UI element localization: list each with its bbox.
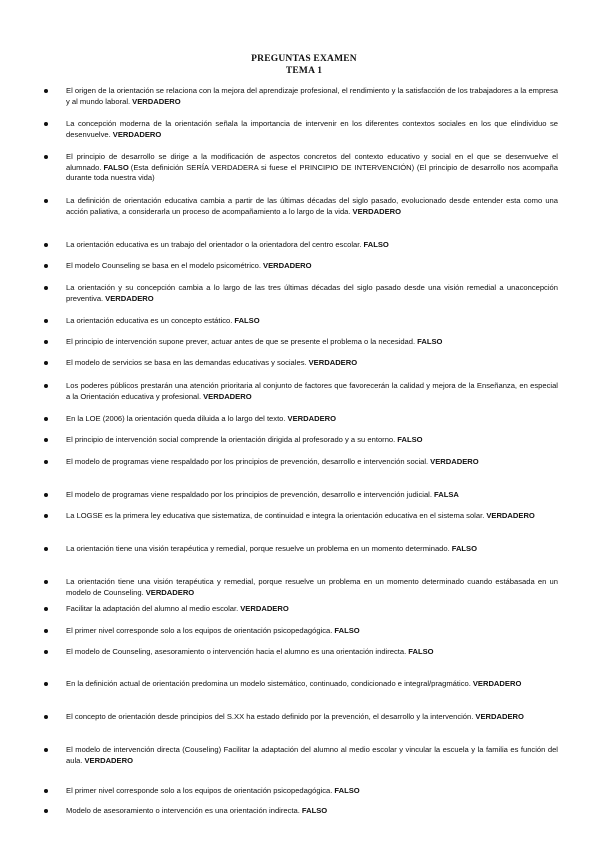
bullet-icon xyxy=(44,319,48,323)
question-text: El principio de intervención social comprende la orientación dirigida al profesorado y a su entorno. xyxy=(66,435,396,444)
question-item xyxy=(66,457,558,468)
question-item xyxy=(66,358,558,369)
question-item xyxy=(66,381,558,402)
bullet-icon xyxy=(44,789,48,793)
question-item xyxy=(66,712,558,723)
bullet-icon xyxy=(44,340,48,344)
question-answer: VERDADERO xyxy=(132,96,181,106)
question-answer: FALSO xyxy=(334,626,360,635)
title-line-1: PREGUNTAS EXAMEN xyxy=(251,54,357,64)
question-item xyxy=(66,261,558,272)
question-answer: VERDADERO xyxy=(203,391,252,401)
question-text: El principio de desarrollo se dirige a la modificación de aspectos concretos del contexto educativo y social en el que se desenvuelve el alumnado. xyxy=(66,152,558,172)
question-text: La orientación educativa es un trabajo del orientador o la orientadora del centro escolar. xyxy=(66,240,362,249)
question-text: En la definición actual de orientación predomina un modelo sistemático, continuado, condicionado e integral/pragmático. xyxy=(66,679,471,688)
bullet-icon xyxy=(44,493,48,497)
bullet-icon xyxy=(44,682,48,686)
bullet-icon xyxy=(44,438,48,442)
question-answer: FALSO xyxy=(301,806,328,815)
question-item xyxy=(66,604,558,615)
question-answer: VERDADERO xyxy=(112,129,162,139)
question-answer: VERDADERO xyxy=(475,712,524,721)
question-answer: FALSO xyxy=(417,337,443,346)
question-item xyxy=(66,786,558,797)
question-answer: VERDADERO xyxy=(430,457,479,466)
question-text: En la LOE (2006) la orientación queda diluida a lo largo del texto. xyxy=(66,414,286,423)
question-item xyxy=(66,196,558,217)
question-answer: VERDADERO xyxy=(486,511,535,520)
question-item xyxy=(66,544,558,555)
question-item xyxy=(66,414,558,425)
question-item xyxy=(66,647,558,658)
question-text: El principio de intervención supone prever, actuar antes de que se presente el problema o la necesidad. xyxy=(66,337,416,346)
question-answer: FALSO xyxy=(363,240,389,249)
question-text: El primer nivel corresponde solo a los equipos de orientación psicopedagógica. xyxy=(66,786,333,795)
bullet-icon xyxy=(44,122,48,126)
question-text: El modelo de servicios se basa en las demandas educativas y sociales. xyxy=(66,358,307,367)
question-answer: VERDADERO xyxy=(263,261,312,270)
question-note: (Esta definición SERÍA VERDADERA si fuese el PRINCIPIO DE INTERVENCIÓN) (El principio de desarrollo nos acompaña durante toda nuestra vida) xyxy=(66,162,558,183)
bullet-icon xyxy=(44,460,48,464)
question-answer: FALSO xyxy=(234,316,260,325)
question-text: Los poderes públicos prestarán una atención prioritaria al conjunto de factores que favorecerán la calidad y mejora de la Enseñanza, en especial a la Orientación educativa y profesional. xyxy=(66,381,558,401)
question-answer: FALSA xyxy=(433,490,459,499)
question-item xyxy=(66,152,558,184)
question-answer: FALSO xyxy=(397,435,423,444)
question-text: Facilitar la adaptación del alumno al medio escolar. xyxy=(66,604,239,613)
question-answer: VERDADERO xyxy=(240,604,289,613)
question-text: El modelo de programas viene respaldado por los principios de prevención, desarrollo e intervención judicial. xyxy=(66,490,432,499)
question-text: La orientación educativa es un concepto estático. xyxy=(66,316,233,325)
question-text: La definición de orientación educativa cambia a partir de las últimas décadas del siglo pasado, evolucionado desde entender esta como una acción paliativa, a considerarla un proceso de acompañamiento a lo largo de la vida. xyxy=(66,196,558,216)
bullet-icon xyxy=(44,199,48,203)
question-text: La concepción moderna de la orientación señala la importancia de intervenir en los diferentes contextos sociales en los que elindividuo se desenvuelve. xyxy=(66,119,558,139)
question-item xyxy=(66,511,558,522)
question-text: El primer nivel corresponde solo a los equipos de orientación psicopedagógica. xyxy=(66,626,333,635)
question-answer: VERDADERO xyxy=(352,206,402,216)
question-text: El concepto de orientación desde principios del S.XX ha estado definido por la prevención, el desarrollo y la intervención. xyxy=(66,712,474,721)
question-item xyxy=(66,745,558,766)
question-text: El modelo de Counseling, asesoramiento o intervención hacia el alumno es una orientación indirecta. xyxy=(66,647,407,656)
question-answer: VERDADERO xyxy=(84,755,133,765)
question-item xyxy=(66,577,558,598)
question-text: La orientación tiene una visión terapéutica y remedial, porque resuelve un problema en un momento determinado cuando estábasada en un modelo de Counseling. xyxy=(66,577,558,597)
question-item xyxy=(66,626,558,637)
question-text: El modelo Counseling se basa en el modelo psicométrico. xyxy=(66,261,262,270)
title-line-2: TEMA 1 xyxy=(285,66,323,76)
bullet-icon xyxy=(44,361,48,365)
question-text: La orientación tiene una visión terapéutica y remedial, porque resuelve un problema en un momento determinado. xyxy=(66,544,450,553)
question-answer: FALSO xyxy=(334,786,360,795)
question-item xyxy=(66,337,558,348)
question-answer: VERDADERO xyxy=(287,414,337,423)
bullet-icon xyxy=(44,417,48,421)
question-answer: FALSO xyxy=(408,647,434,656)
bullet-icon xyxy=(44,629,48,633)
bullet-icon xyxy=(44,264,48,268)
bullet-icon xyxy=(44,650,48,654)
question-answer: VERDADERO xyxy=(308,358,358,367)
question-item xyxy=(66,316,558,327)
question-answer: FALSO xyxy=(103,162,129,172)
bullet-icon xyxy=(44,243,48,247)
question-answer: VERDADERO xyxy=(105,293,154,303)
question-item xyxy=(66,240,558,251)
bullet-icon xyxy=(44,89,48,93)
question-item xyxy=(66,86,558,107)
bullet-icon xyxy=(44,580,48,584)
bullet-icon xyxy=(44,514,48,518)
question-answer: FALSO xyxy=(451,544,478,553)
question-item xyxy=(66,806,558,817)
question-item xyxy=(66,119,558,140)
question-text: El modelo de programas viene respaldado por los principios de prevención, desarrollo e intervención social. xyxy=(66,457,429,466)
question-answer: VERDADERO xyxy=(472,679,522,688)
question-item xyxy=(66,679,558,690)
bullet-icon xyxy=(44,155,48,159)
bullet-icon xyxy=(44,384,48,388)
bullet-icon xyxy=(44,607,48,611)
bullet-icon xyxy=(44,286,48,290)
document-title xyxy=(0,53,600,77)
question-item xyxy=(66,435,558,446)
question-text: La orientación y su concepción cambia a lo largo de las tres últimas décadas del siglo pasado desde una visión remedial a unaconcepción preventiva. xyxy=(66,283,558,303)
question-answer: VERDADERO xyxy=(145,587,195,597)
bullet-icon xyxy=(44,748,48,752)
question-item xyxy=(66,283,558,304)
bullet-icon xyxy=(44,809,48,813)
question-text: Modelo de asesoramiento o intervención es una orientación indirecta. xyxy=(66,806,300,815)
question-text: El modelo de intervención directa (Couseling) Facilitar la adaptación del alumno al medio escolar y vincular la escuela y la familia es función del aula. xyxy=(66,745,558,765)
bullet-icon xyxy=(44,715,48,719)
question-text: El origen de la orientación se relaciona con la mejora del aprendizaje profesional, el rendimiento y la satisfacción de los trabajadores a la empresa y al mundo laboral. xyxy=(66,86,558,106)
question-item xyxy=(66,490,558,501)
bullet-icon xyxy=(44,547,48,551)
question-text: La LOGSE es la primera ley educativa que sistematiza, de continuidad e integra la orientación educativa en el sistema solar. xyxy=(66,511,485,520)
